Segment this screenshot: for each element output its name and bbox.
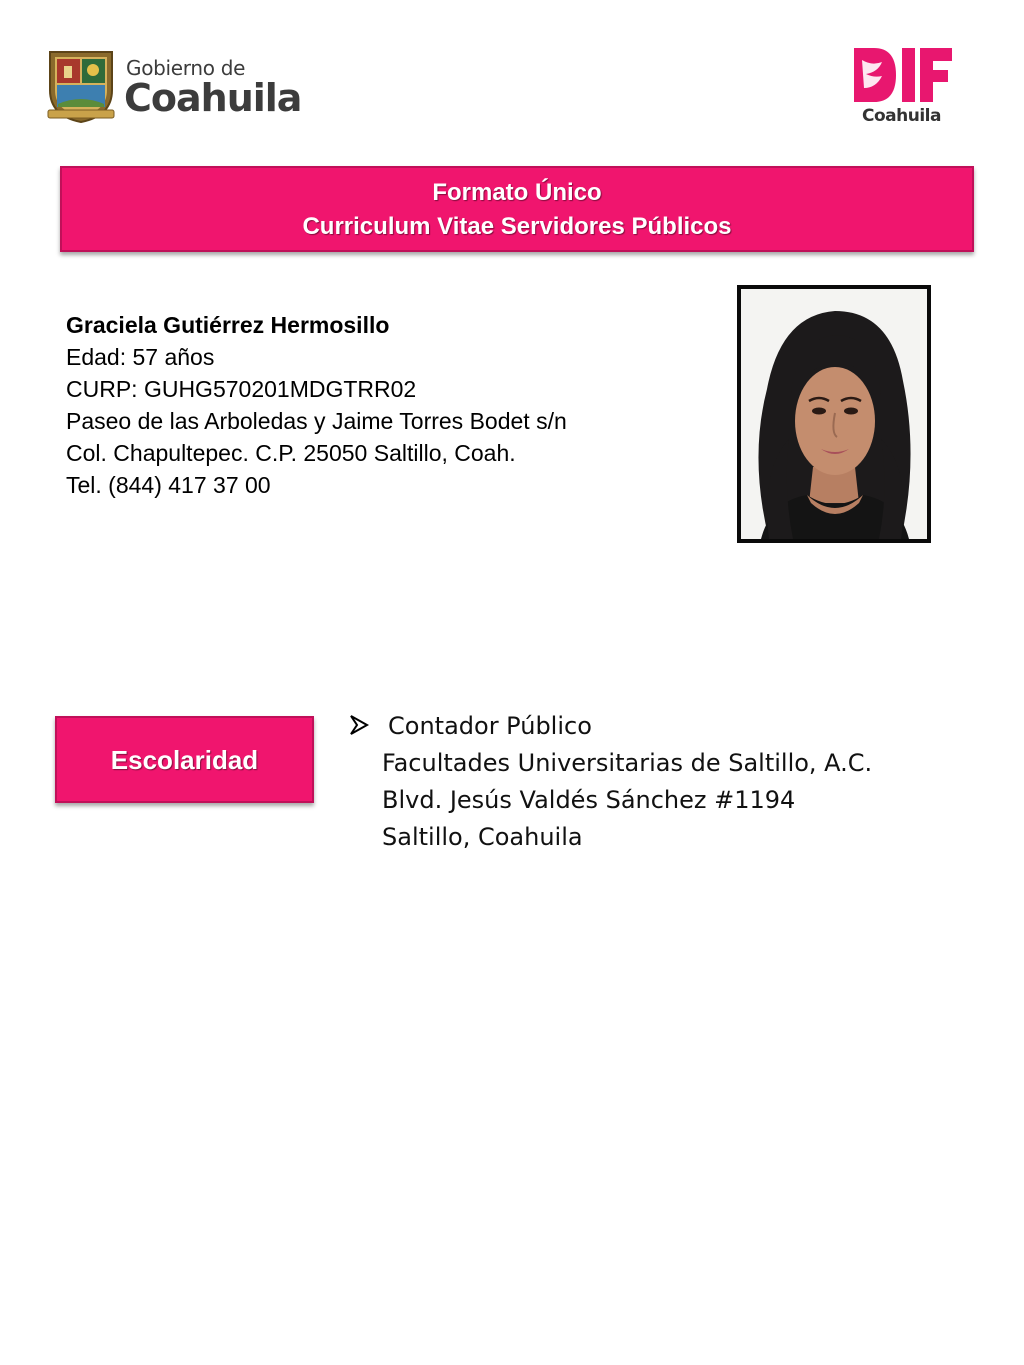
portrait-image: [741, 289, 927, 539]
coahuila-coat-of-arms-icon: [44, 46, 118, 124]
person-address-line-1: Paseo de las Arboledas y Jaime Torres Bodet s/n: [66, 408, 567, 434]
person-age: Edad: 57 años: [66, 344, 215, 370]
education-city: Saltillo, Coahuila: [382, 823, 583, 851]
education-degree-row: [348, 708, 988, 745]
dif-logo-mark: [852, 44, 954, 106]
person-curp: CURP: GUHG570201MDGTRR02: [66, 376, 417, 402]
dif-coahuila-logo: [848, 44, 958, 132]
escolaridad-section-label: [55, 716, 314, 803]
education-address: Blvd. Jesús Valdés Sánchez #1194: [382, 786, 796, 814]
education-institution: Facultades Universitarias de Saltillo, A.C.: [382, 749, 873, 777]
gobierno-coahuila-logo: [44, 46, 304, 126]
education-degree: Contador Público: [388, 712, 592, 740]
title-line-2: Curriculum Vitae Servidores Públicos: [302, 213, 732, 240]
portrait-photo: [737, 285, 931, 543]
person-address-line-2: Col. Chapultepec. C.P. 25050 Saltillo, Coah.: [66, 440, 516, 466]
person-phone: Tel. (844) 417 37 00: [66, 472, 271, 498]
logo-small-text: Gobierno de: [126, 56, 246, 80]
person-name: Graciela Gutiérrez Hermosillo: [66, 312, 390, 338]
personal-info: [66, 309, 706, 501]
dif-logo-subtext: Coahuila: [862, 106, 941, 126]
escolaridad-label-text: Escolaridad: [110, 745, 259, 776]
arrow-bullet-icon: [348, 714, 370, 736]
title-banner: [60, 166, 974, 252]
logo-big-text: Coahuila: [124, 76, 302, 120]
education-details: [348, 708, 988, 856]
title-line-1: Formato Único: [432, 179, 602, 206]
